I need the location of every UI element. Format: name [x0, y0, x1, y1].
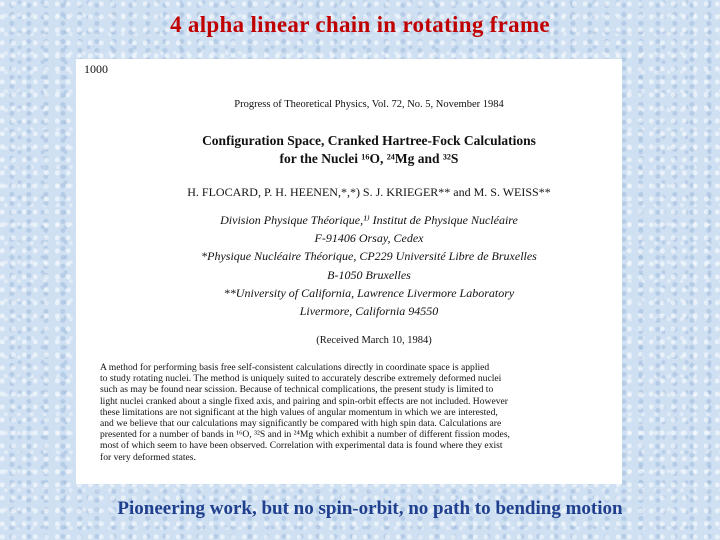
abstract-line: and we believe that our calculations may significantly be compared with high spin data. Calculations are — [100, 418, 502, 430]
affiliation-line: *Physique Nucléaire Théorique, CP229 Université Libre de Bruxelles — [201, 249, 537, 264]
slide-title: 4 alpha linear chain in rotating frame — [170, 12, 550, 37]
paper-affiliations — [76, 211, 622, 320]
affiliation-line: Livermore, California 94550 — [299, 304, 439, 319]
affiliation-line: B-1050 Bruxelles — [327, 267, 411, 282]
abstract-line: for very deformed states. — [100, 451, 196, 463]
paper-title-line: for the Nuclei ¹⁶O, ²⁴Mg and ³²S — [279, 151, 459, 166]
abstract-line: presented for a number of bands in ¹⁶O, ³²S and in ²⁴Mg which exhibit a number of different fission modes, — [100, 429, 510, 441]
affiliation-line: Division Physique Théorique,¹⁾ Institut de Physique Nucléaire — [220, 213, 518, 227]
paper-title-line: Configuration Space, Cranked Hartree-Fock Calculations — [202, 133, 536, 148]
paper-authors: H. FLOCARD, P. H. HEENEN,*,*) S. J. KRIEGER** and M. S. WEISS** — [187, 185, 551, 199]
abstract-line: A method for performing basis free self-consistent calculations directly in coordinate space is applied — [100, 362, 490, 373]
abstract-line: such as may be found near scission. Because of technical complications, the present study is limited to — [100, 384, 494, 396]
paper-scan — [76, 59, 622, 484]
slide-caption: Pioneering work, but no spin-orbit, no path to bending motion — [117, 498, 623, 519]
affiliation-line: F-91406 Orsay, Cedex — [314, 231, 424, 246]
affiliation-line: **University of California, Lawrence Livermore Laboratory — [223, 285, 515, 300]
paper-title — [76, 132, 622, 168]
page-number: 1000 — [84, 62, 108, 76]
abstract-line: most of which seem to have been observed. Correlation with experimental data is found where they exist — [100, 440, 503, 452]
abstract-line: light nuclei cranked about a single fixed axis, and pairing and spin-orbit effects are not included. However — [100, 395, 508, 407]
received-date: (Received March 10, 1984) — [316, 335, 432, 346]
paper-abstract — [100, 362, 604, 463]
abstract-line: these limitations are not significant at the high values of angular momentum in which we are interested, — [100, 406, 498, 418]
abstract-line: to study rotating nuclei. The method is uniquely suited to accurately describe extremely deformed nuclei — [100, 373, 502, 385]
journal-citation: Progress of Theoretical Physics, Vol. 72, No. 5, November 1984 — [234, 99, 504, 110]
